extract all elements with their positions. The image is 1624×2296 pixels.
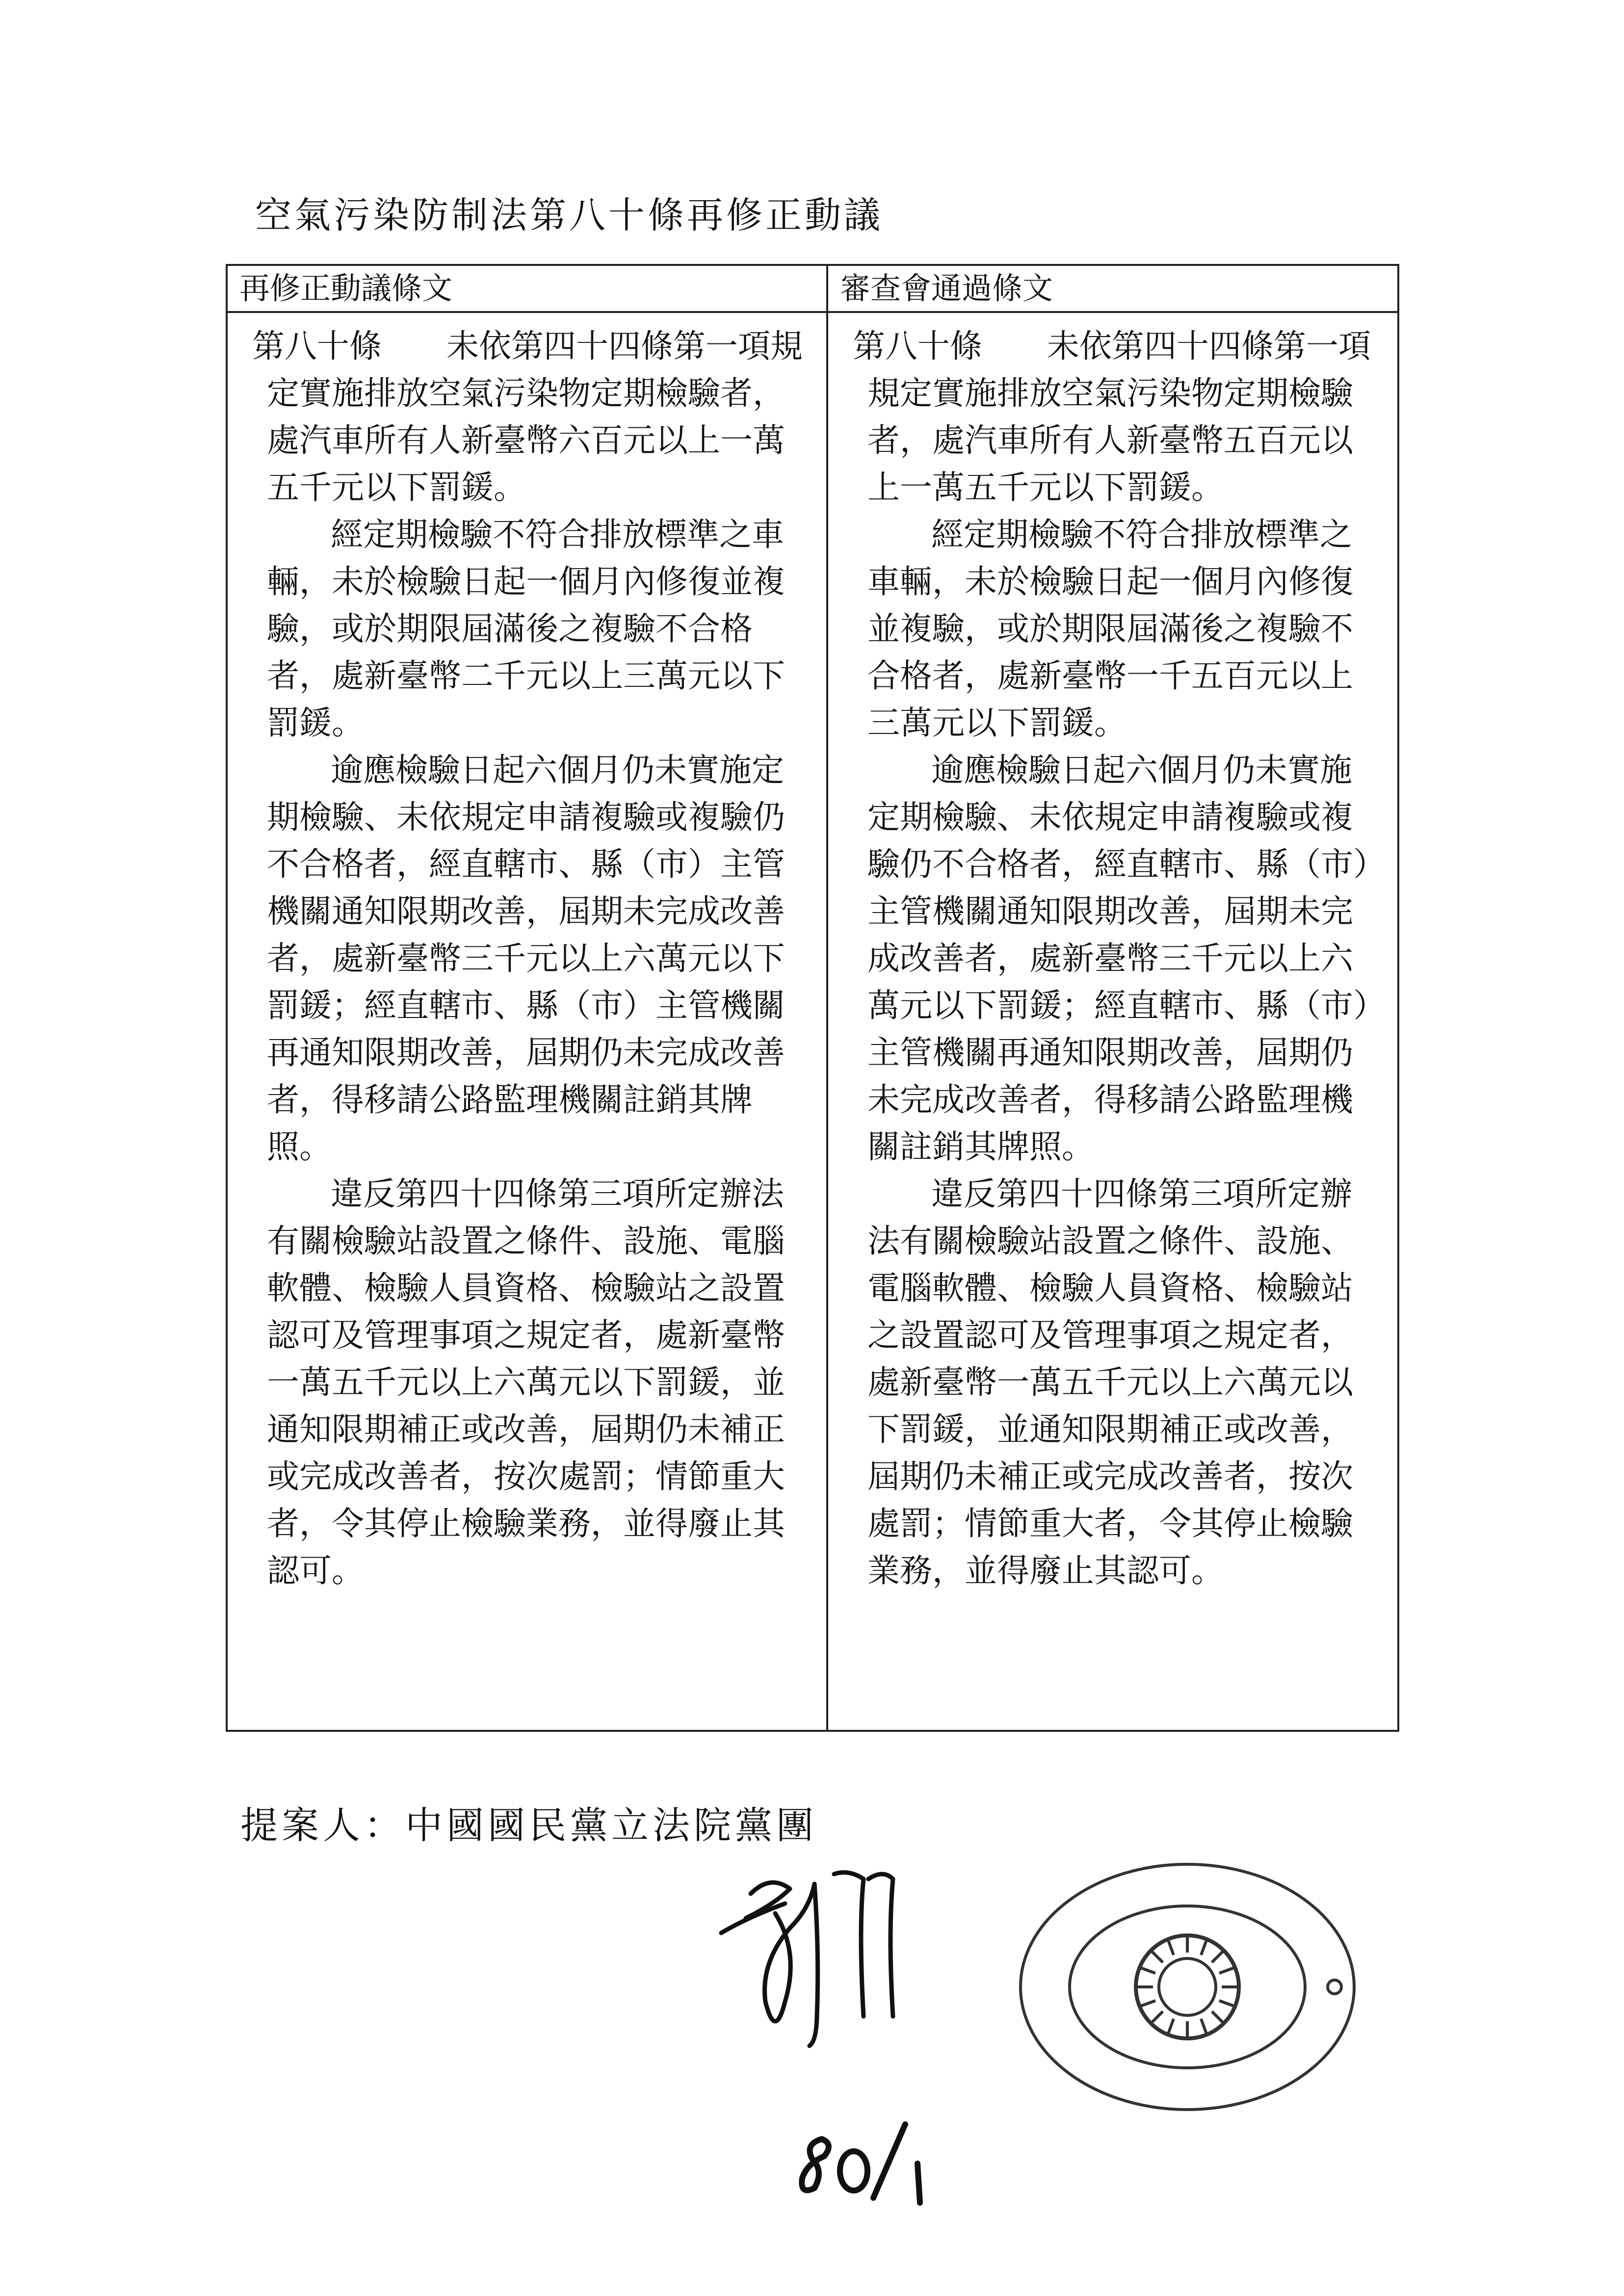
comparison-table (226, 264, 1399, 1732)
left-paragraph-3: 逾應檢驗日起六個月仍未實施定期檢驗、未依規定申請複驗或複驗仍不合格者，經直轄市、縣（市）主管機關通知限期改善，屆期未完成改善者，處新臺幣三千元以上六萬元以下罰鍰；經直轄市、縣（市）主管機關再通知限期改善，屆期仍未完成改善者，得移請公路監理機關註銷其牌照。 (267, 751, 785, 1166)
right-paragraph-2: 經定期檢驗不符合排放標準之車輛，未於檢驗日起一個月內修復並複驗，或於期限屆滿後之複驗不合格者，處新臺幣一千五百元以上三萬元以下罰鍰。 (867, 516, 1353, 742)
left-paragraph-1-text: 未依第四十四條第一項規定實施排放空氣污染物定期檢驗者，處汽車所有人新臺幣六百元以上一萬五千元以下罰鍰。 (267, 327, 803, 506)
proposer-line: 提案人：中國國民黨立法院黨團 (240, 1803, 817, 1847)
party-seal-stamp (1011, 1854, 1364, 2119)
right-paragraph-1-text: 未依第四十四條第一項規定實施排放空氣污染物定期檢驗者，處汽車所有人新臺幣五百元以上一萬五千元以下罰鍰。 (867, 327, 1371, 506)
header-committee-version: 審查會通過條文 (840, 270, 1053, 306)
left-paragraph-1 (252, 323, 807, 511)
table-header-row (228, 266, 1397, 313)
committee-version-cell (828, 313, 1397, 1730)
header-revised-motion: 再修正動議條文 (228, 266, 828, 311)
handwritten-page-number (795, 2110, 952, 2208)
table-body-row (228, 313, 1397, 1730)
right-article-label: 第八十條 (853, 327, 982, 365)
left-paragraph-2: 經定期檢驗不符合排放標準之車輛，未於檢驗日起一個月內修復並複驗，或於期限屆滿後之複驗不合格者，處新臺幣二千元以上三萬元以下罰鍰。 (267, 516, 785, 742)
document-title: 空氣污染防制法第八十條再修正動議 (255, 194, 883, 236)
left-paragraph-4: 違反第四十四條第三項所定辦法有關檢驗站設置之條件、設施、電腦軟體、檢驗人員資格、檢驗站之設置認可及管理事項之規定者，處新臺幣一萬五千元以上六萬元以下罰鍰，並通知限期補正或改善，屆期仍未補正或完成改善者，按次處罰；情節重大者，令其停止檢驗業務，並得廢止其認可。 (267, 1175, 785, 1590)
handwritten-signature (716, 1854, 922, 2070)
revised-motion-cell (228, 313, 828, 1730)
right-paragraph-1 (853, 323, 1378, 511)
right-paragraph-4: 違反第四十四條第三項所定辦法有關檢驗站設置之條件、設施、電腦軟體、檢驗人員資格、檢驗站之設置認可及管理事項之規定者，處新臺幣一萬五千元以上六萬元以下罰鍰，並通知限期補正或改善，屆期仍未補正或完成改善者，按次處罰；情節重大者，令其停止檢驗業務，並得廢止其認可。 (867, 1175, 1353, 1590)
right-paragraph-3: 逾應檢驗日起六個月仍未實施定期檢驗、未依規定申請複驗或複驗仍不合格者，經直轄市、縣（市）主管機關通知限期改善，屆期未完成改善者，處新臺幣三千元以上六萬元以下罰鍰；經直轄市、縣（市）主管機關再通知限期改善，屆期仍未完成改善者，得移請公路監理機關註銷其牌照。 (867, 751, 1369, 1166)
left-article-label: 第八十條 (252, 327, 382, 365)
